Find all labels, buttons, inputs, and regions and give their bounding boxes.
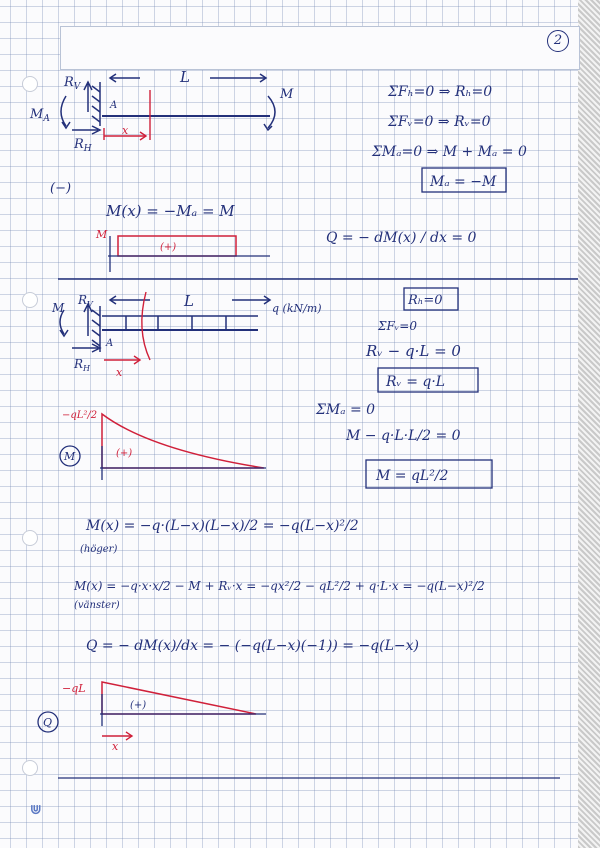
ma-label-1: $M_A$: [30, 107, 50, 124]
eq-mx-left: M(x) = −q·x·x/2 − M + Rᵥ·x = −qx²/2 − qL²/2 + q·L·x = −q(L−x)²/2: [74, 579, 485, 593]
eq-sum-ma-1: ΣMₐ=0 ⇒ M + Mₐ = 0: [372, 144, 527, 160]
load-label-2: q (kN/m): [272, 302, 322, 315]
eq-mx-right-note: (höger): [80, 544, 118, 555]
brand-logo: ⋓: [30, 802, 42, 818]
rv-label-2: $R_V$: [78, 293, 93, 309]
moment-label-1: M: [280, 87, 294, 102]
shear-peak-label: −qL: [62, 682, 86, 695]
support-label-1: A: [110, 100, 118, 111]
svg-text:(+): (+): [130, 700, 147, 711]
x-label-2: x: [116, 366, 123, 379]
eq-shear-1: Q = − dM(x) / dx = 0: [326, 230, 477, 246]
eq-moment-fn-1: M(x) = −Mₐ = M: [106, 202, 235, 220]
beam-sketch-1: [61, 74, 275, 134]
svg-text:(+): (+): [160, 242, 177, 253]
length-label-1: L: [180, 68, 190, 86]
rh-label-1: $R_H$: [74, 137, 92, 154]
eq-rv-result-2: Rᵥ = q·L: [386, 374, 446, 390]
eq-m-result-2: M = qL²/2: [376, 468, 449, 484]
moment-diagram-1: [95, 228, 270, 272]
x-arrow-2: [104, 356, 140, 364]
svg-text:M: M: [96, 228, 108, 241]
eq-shear-2: Q = − dM(x)/dx = − (−q(L−x)(−1)) = −q(L−x): [86, 638, 419, 654]
eq-ma-result-1: Mₐ = −M: [430, 174, 497, 190]
rh-label-2: $R_H$: [74, 357, 91, 373]
eq-sum-fh-1: ΣFₕ=0 ⇒ Rₕ=0: [388, 84, 493, 100]
cut-line-2: [142, 292, 150, 360]
rv-label-1: $R_V$: [64, 75, 81, 92]
length-label-2: L: [184, 292, 194, 310]
moment-peak-label-2: −qL²/2: [62, 410, 98, 421]
eq-mx-right: M(x) = −q·(L−x)(L−x)/2 = −q(L−x)²/2: [86, 518, 359, 534]
eq-rh-result-2: Rₕ=0: [408, 293, 443, 308]
svg-text:x: x: [112, 740, 119, 753]
sign-label-1: (−): [50, 181, 72, 196]
m-label-2: M: [52, 301, 65, 315]
eq-sum-fv-2: ΣFᵥ=0: [378, 319, 417, 333]
support-label-2: A: [106, 338, 114, 349]
eq-ma-2: M − q·L·L/2 = 0: [346, 428, 461, 444]
eq-sum-fv-1: ΣFᵥ=0 ⇒ Rᵥ=0: [388, 114, 491, 130]
eq-sum-ma-2: ΣMₐ = 0: [316, 402, 376, 418]
svg-text:Q: Q: [43, 716, 53, 729]
svg-text:M: M: [64, 450, 76, 463]
svg-text:(+): (+): [116, 448, 133, 459]
moment-diagram-2: [60, 410, 266, 480]
eq-fv-2: Rᵥ − q·L = 0: [366, 342, 461, 360]
x-label-1: x: [122, 124, 129, 137]
page-number: 2: [547, 30, 569, 52]
eq-mx-left-note: (vänster): [74, 600, 120, 611]
shear-diagram-2: [38, 682, 266, 753]
